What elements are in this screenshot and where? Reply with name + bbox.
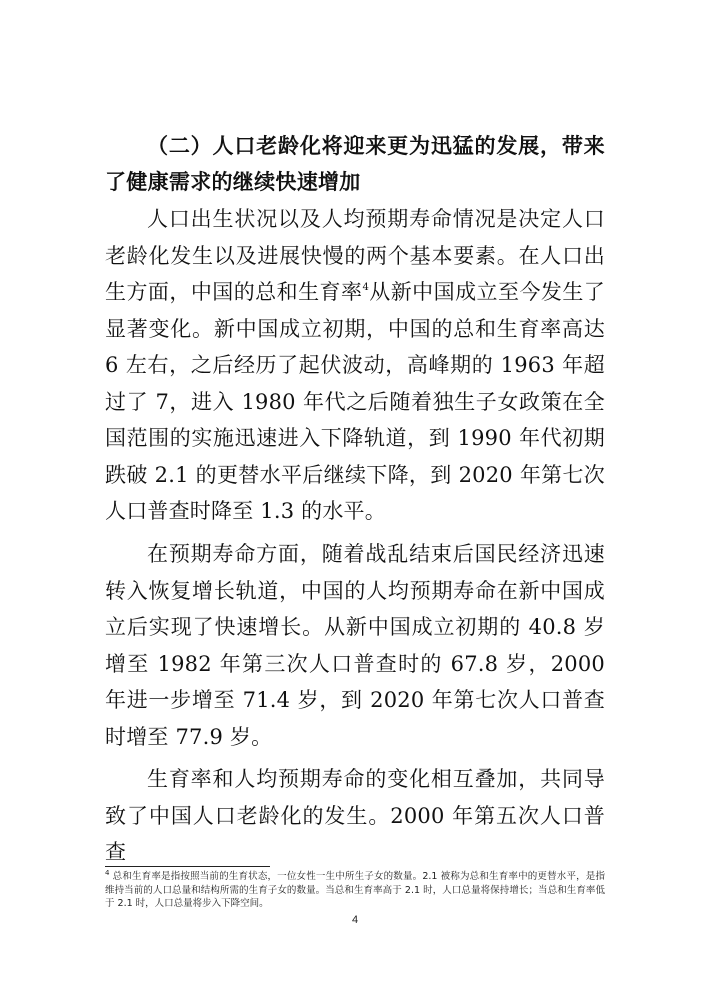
footnote [105,870,605,911]
footnote-marker: 4 [105,869,110,877]
page-number: 4 [351,914,359,926]
footnote-text: 总和生育率是指按照当前的生育状态，一位女性一生中所生子女的数量。2.1 被称为总和生育率中的更替水平，是指维持当前的人口总量和结构所需的生育子女的数量。当总和生育率高于 2.1 时，人口总量将保持增长；当总和生育率低于 2.1 时，人口总量将步入下降空间。 [105,871,605,909]
paragraph-birth-and-life-expectancy [105,201,605,530]
paragraph-text: 人口出生状况以及人均预期寿命情况是决定人口老龄化发生以及进展快慢的两个基本要素。在人口出生方面，中国的总和生育率 [105,207,605,304]
paragraph-aging-cause: 生育率和人均预期寿命的变化相互叠加，共同导致了中国人口老龄化的发生。2000 年第五次人口普查 [105,767,605,864]
footnote-divider [105,866,270,867]
paragraph-text: 从新中国成立至今发生了显著变化。新中国成立初期，中国的总和生育率高达 6 左右，之后经历了起伏波动，高峰期的 1963 年超过了 7，进入 1980 年代之后随着独生子女政策在全国范围的实施迅速进入下降轨道，到 1990 年代初期跌破 2.1 的更替水平后继续下降，到 2020 年第七次人口普查时降至 1.3 的水平。 [105,280,606,523]
footnote-reference[interactable]: 4 [362,282,370,293]
section-heading: （二）人口老龄化将迎来更为迅猛的发展，带来了健康需求的继续快速增加 [105,134,605,194]
paragraph-life-expectancy: 在预期寿命方面，随着战乱结束后国民经济迅速转入恢复增长轨道，中国的人均预期寿命在新中国成立后实现了快速增长。从新中国成立初期的 40.8 岁增至 1982 年第三次人口普查时的 67.8 岁，2000 年进一步增至 71.4 岁，到 2020 年第七次人口普查时增至 77.9 岁。 [105,542,605,749]
